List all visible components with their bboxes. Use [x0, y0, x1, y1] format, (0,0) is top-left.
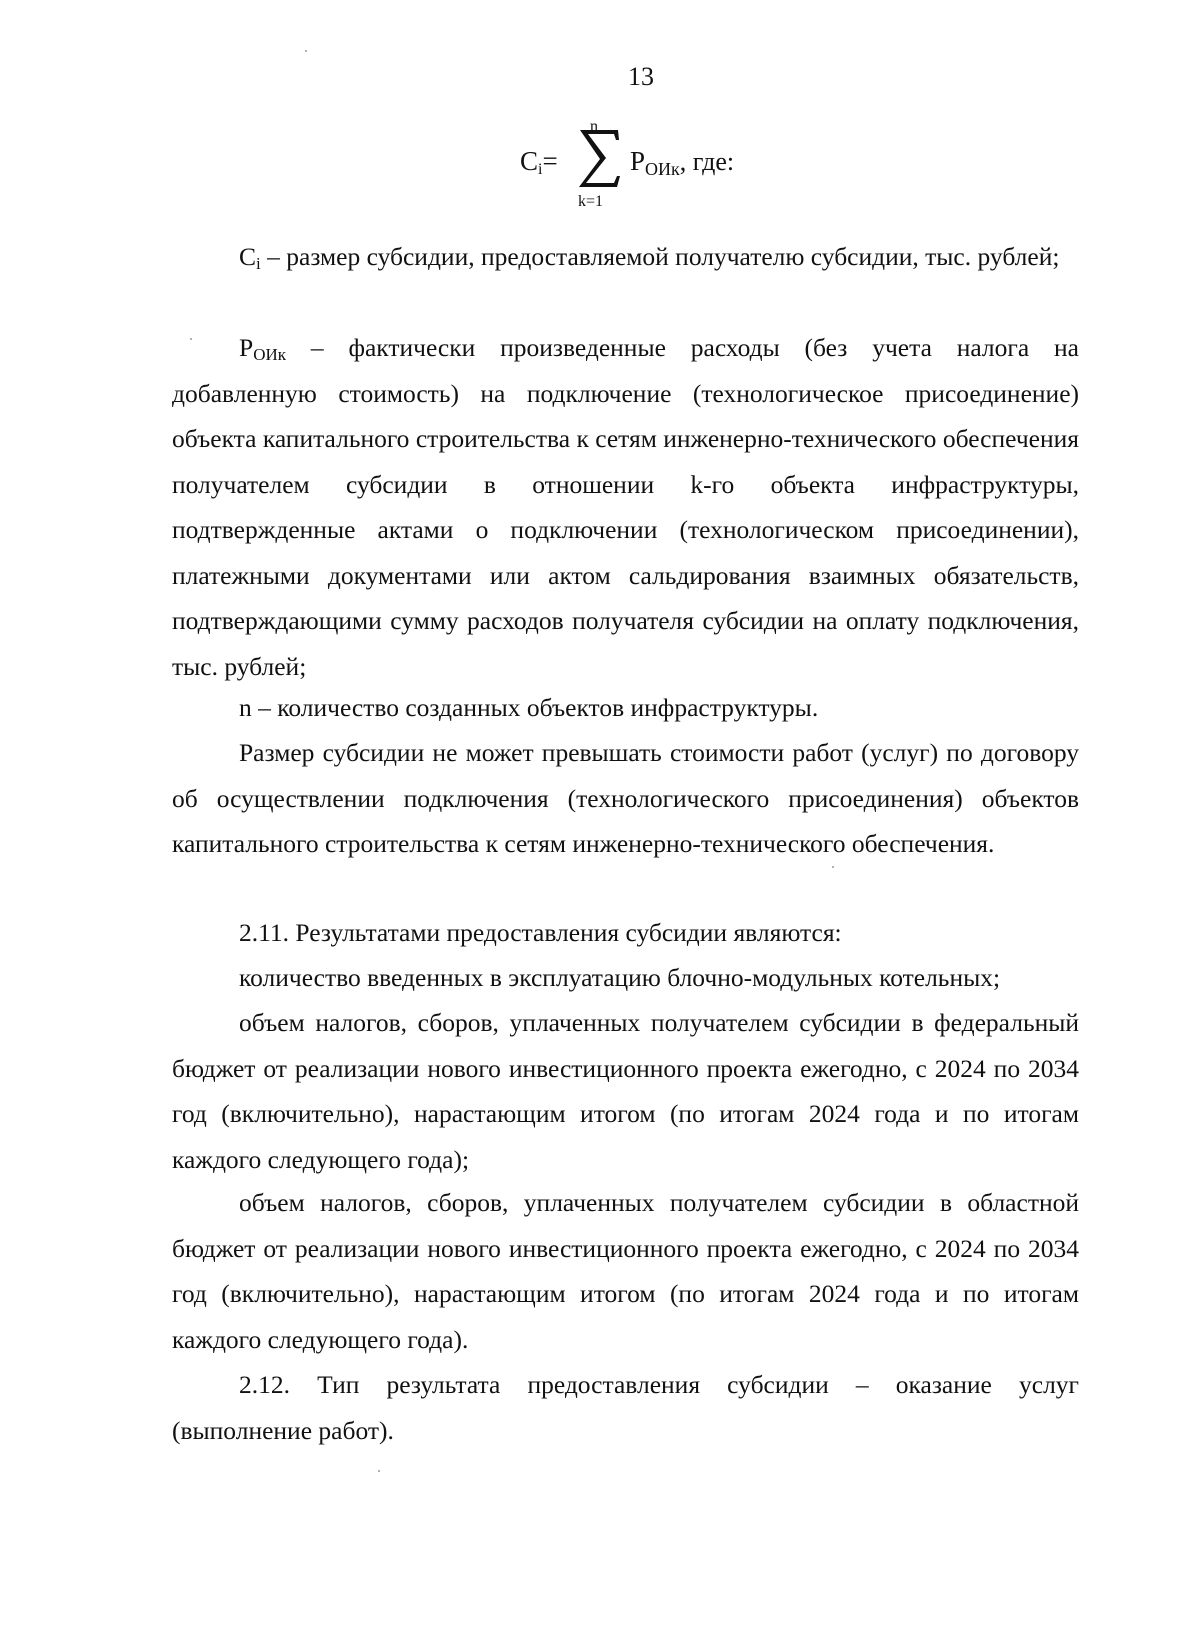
formula-rhs-symbol: P	[630, 146, 646, 176]
paragraph-2-11: 2.11. Результатами предоставления субсидии являются:	[239, 918, 842, 947]
sigma-icon	[576, 126, 622, 190]
result-item-boilers: количество введенных в эксплуатацию блочно-модульных котельных;	[239, 963, 1001, 992]
scan-speck	[190, 338, 192, 340]
formula-tail: , где:	[679, 147, 735, 176]
paragraph-subsidy-limit: Размер субсидии не может превышать стоимости работ (услуг) по договору об осуществлении подключения (технологического присоединения) объектов капитального строительства к сетям инженерно-технического обеспечения.	[172, 738, 1079, 858]
poik-symbol: $P_{ОИк}$	[239, 333, 287, 364]
definition-ci	[172, 234, 1079, 280]
subsidy-formula	[520, 118, 780, 218]
formula-lhs-subscript: i	[538, 161, 543, 178]
result-item-federal-taxes: объем налогов, сборов, уплаченных получателем субсидии в федеральный бюджет от реализации нового инвестиционного проекта ежегодно, с 2024 по 2034 год (включительно), нарастающим итогом (по итогам 2024 года и по итогам каждого следующего года);	[172, 1008, 1079, 1174]
formula-equals: =	[542, 146, 558, 176]
scan-speck	[378, 1470, 380, 1472]
page-number: 13	[628, 62, 654, 91]
formula-lhs-symbol: C	[520, 146, 539, 176]
definition-n: n – количество созданных объектов инфраструктуры.	[239, 693, 819, 722]
formula-rhs	[630, 146, 734, 180]
formula-lhs	[520, 146, 558, 179]
sum-lower-limit: k=1	[578, 193, 604, 210]
definition-poik	[172, 325, 1079, 689]
scan-speck	[832, 866, 834, 868]
paragraph-2-12: 2.12. Тип результата предоставления субсидии – оказание услуг (выполнение работ).	[172, 1370, 1079, 1445]
formula-rhs-subscript: ОИк	[645, 159, 680, 179]
poik-text: – фактически произведенные расходы (без учета налога на добавленную стоимость) на подключение (технологическое присоединение) объекта капитального строительства к сетям инженерно-технического обеспечения получателем субсидии в отношении k-го объекта инфраструктуры, подтвержденные актами о подключении (технологическом присоединении), платежными документами или актом сальдирования взаимных обязательств, подтверждающими сумму расходов получателя субсидии на оплату подключения, тыс. рублей;	[172, 333, 1079, 681]
sum-upper-limit: n	[590, 118, 598, 135]
ci-symbol: $C_i$	[239, 242, 261, 273]
scan-speck	[305, 50, 307, 52]
result-item-regional-taxes: объем налогов, сборов, уплаченных получателем субсидии в областной бюджет от реализации нового инвестиционного проекта ежегодно, с 2024 по 2034 год (включительно), нарастающим итогом (по итогам 2024 года и по итогам каждого следующего года).	[172, 1188, 1079, 1354]
ci-text: – размер субсидии, предоставляемой получателю субсидии, тыс. рублей;	[260, 242, 1060, 271]
